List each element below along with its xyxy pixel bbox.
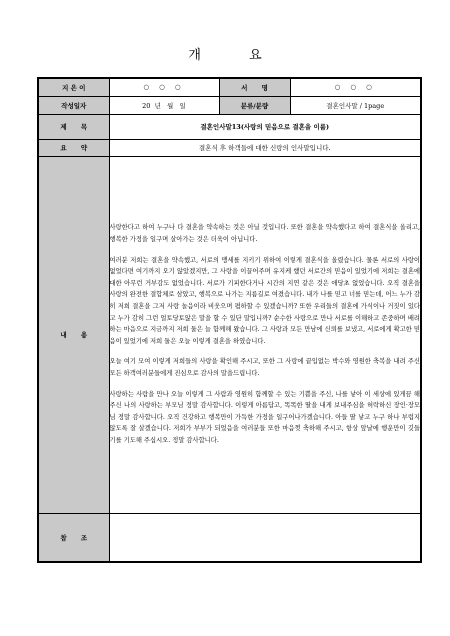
author-label: 지 은 이 [38, 78, 109, 96]
content-body [109, 156, 421, 513]
reference-value [109, 513, 421, 562]
reference-row [38, 513, 421, 562]
content-paragraph-2: 여러분 저희는 결혼을 약속했고, 서로의 맹세를 지키기 위하여 이렇게 결혼식을 올렸습니다. 물론 서로의 사랑이 없었다면 여기까지 오기 않았겠지만, 그 사랑을 이끌어주며 유지케 했던 서로간의 믿음이 있었기에 저희는 결혼에 대한 아무런 거부감도 없었습니다. 서로가 기피한다거나 시간의 지연 같은 것은 애당초 없었습니다. 오직 결혼을 사랑의 완전한 결합체로 삼았고, 행복으로 나가는 지름길로 여겼습니다. 내가 나를 믿고 너를 믿는데, 어느 누가 감히 저희 결혼을 그저 사랑 놀음이라 비웃으며 폄하할 수 있겠습니까? 또한 우리들의 결혼에 가식이나 거짓이 있다고 누가 감히 그런 얼토당토않은 말을 할 수 있단 말입니까? 순수한 사랑으로 만나 서로를 이해하고 존중하며 배려하는 마음으로 지금까지 저희 둘은 늘 함께해 왔습니다. 그 사랑과 모든 만남에 신뢰를 보냈고, 서로에게 확고한 믿음이 있었기에 저희 둘은 오늘 이렇게 결혼을 하였습니다. [109, 256, 420, 345]
subject-label: 제 목 [38, 114, 109, 139]
document-title: 개 요 [188, 48, 284, 63]
date-label: 작성일자 [38, 96, 109, 114]
date-value: 20 년 월 일 [109, 96, 219, 114]
content-paragraph-3: 오늘 여기 모여 이렇게 저희들의 사랑을 확인해 주시고, 또한 그 사랑에 끝입없는 박수와 영원한 축복을 내려 주신 모든 하객여러분들에게 진심으로 감사의 말을드립니다. [109, 358, 420, 377]
date-row [38, 96, 421, 114]
signature-label: 서 명 [219, 78, 290, 96]
content-paragraph-1: 사랑한다고 하여 누구나 다 결혼을 약속하는 것은 아닐 것입니다. 또한 결혼을 약속했다고 하여 결혼식을 올리고, 행복한 가정을 일구며 살아가는 것은 더욱이 아닙니다. [109, 224, 420, 244]
summary-row [38, 139, 421, 156]
summary-value: 결혼식 후 하객들에 대한 신랑의 인사말입니다. [109, 139, 421, 156]
author-row [38, 78, 421, 96]
content-label: 내 용 [38, 156, 109, 513]
subject-value: 결혼인사말13(사랑의 믿음으로 결혼을 이룸) [109, 114, 421, 139]
category-value: 결혼인사말 / 1page [290, 96, 421, 114]
category-label: 분류/분량 [219, 96, 290, 114]
author-value: ○ ○ ○ [109, 78, 219, 96]
summary-form-table [37, 77, 422, 563]
subject-row [38, 114, 421, 139]
reference-label: 참 조 [38, 513, 109, 562]
signature-value: ○ ○ ○ [290, 78, 421, 96]
content-paragraph-4: 사랑하는 사람을 만나 오늘 이렇게 그 사람과 영원히 함께할 수 있는 기쁨을 주신, 나를 낳아 이 세상에 있게끔 해주신 나의 사랑하는 부모님 정말 감사합니다. 이렇게 아름답고, 똑똑한 딸을 내게 보내주심을 허락하신 장인·장모님 정말 감사합니다. 오직 건강하고 행복만이 가득한 가정을 일구어나가겠습니다. 아들 딸 낳고 누구 하나 부럽지 않도록 잘 살겠습니다. 저희가 부부가 되었음을 여러분들 또한 마음껏 축하해 주시고, 항상 앞날에 행운만이 깃들기를 기도해 주십시오. 정말 감사합니다. [109, 390, 420, 444]
summary-label: 요 약 [38, 139, 109, 156]
content-row [38, 156, 421, 513]
